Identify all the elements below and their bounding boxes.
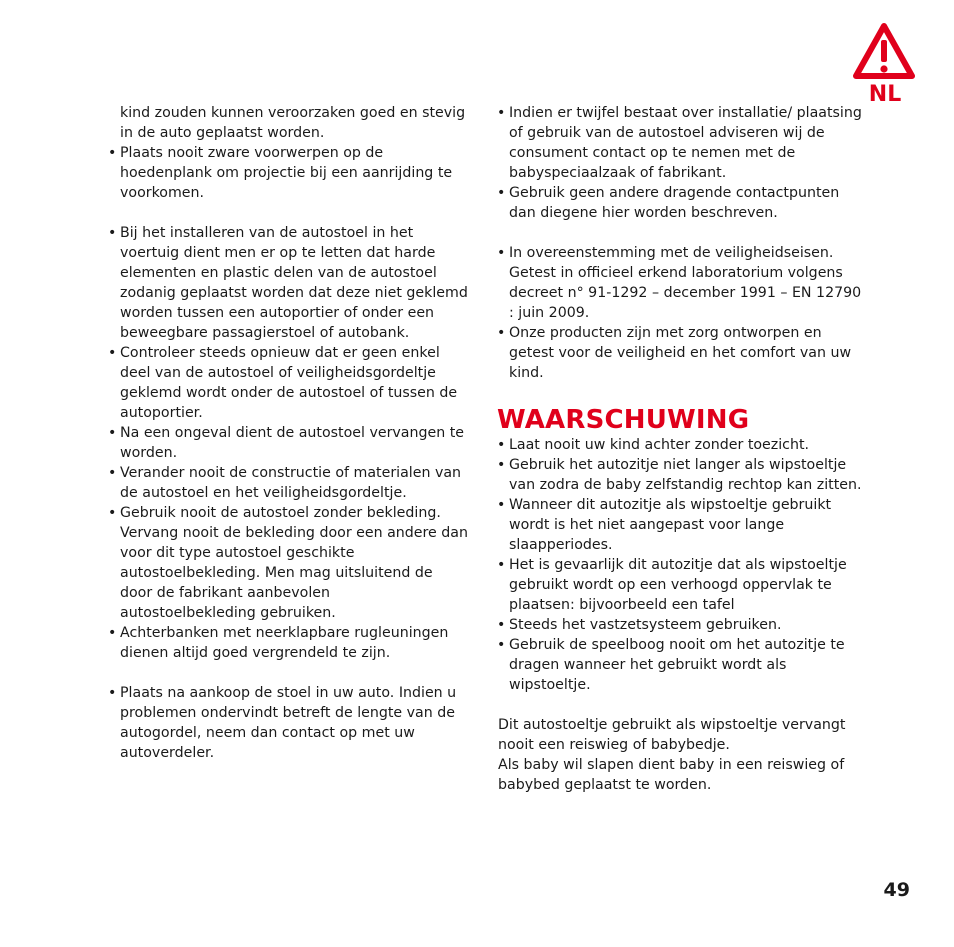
list-item: • Onze producten zijn met zorg ontworpen en getest voor de veiligheid en het comfort van uw kind. (497, 323, 862, 383)
list-item: kind zouden kunnen veroorzaken goed en stevig in de auto geplaatst worden. (120, 105, 466, 141)
warning-item: • Laat nooit uw kind achter zonder toezicht. (497, 435, 862, 455)
list-item: • Bij het installeren van de autostoel in het voertuig dient men er op te letten dat harde elementen en plastic delen van de autostoel zodanig geplaatst worden dat deze niet geklemd worden tussen een autoportier of onder een beweegbare passagierstoel of autobank. (108, 223, 468, 343)
left-column (108, 103, 468, 763)
warning-item: • Gebruik het autozitje niet langer als wipstoeltje van zodra de baby zelfstandig rechtop kan zitten. (497, 455, 862, 495)
warning-item: • Steeds het vastzetsysteem gebruiken. (497, 615, 862, 635)
right-column (497, 103, 862, 795)
page-number: 49 (883, 879, 910, 901)
closing-paragraph: Dit autostoeltje gebruikt als wipstoeltje vervangt nooit een reiswieg of babybedje. (498, 717, 846, 753)
warning-heading: WAARSCHUWING (497, 405, 750, 435)
warning-triangle-icon (852, 22, 916, 82)
closing-paragraph: Als baby wil slapen dient baby in een reiswieg of babybed geplaatst te worden. (498, 757, 845, 793)
list-item: • Verander nooit de constructie of materialen van de autostoel en het veiligheidsgordeltje. (108, 463, 468, 503)
warning-item: • Wanneer dit autozitje als wipstoeltje gebruikt wordt is het niet aangepast voor lange slaapperiodes. (497, 495, 862, 555)
list-item: • Plaats nooit zware voorwerpen op de hoedenplank om projectie bij een aanrijding te voorkomen. (108, 143, 468, 203)
list-item: • Indien er twijfel bestaat over installatie/ plaatsing of gebruik van de autostoel adviseren wij de consument contact op te nemen met de babyspeciaalzaak of fabrikant. (497, 103, 862, 183)
list-item: • Na een ongeval dient de autostoel vervangen te worden. (108, 423, 468, 463)
language-label: NL (868, 82, 902, 107)
list-item: • Achterbanken met neerklapbare rugleuningen dienen altijd goed vergrendeld te zijn. (108, 623, 468, 663)
warning-item: • Het is gevaarlijk dit autozitje dat als wipstoeltje gebruikt wordt op een verhoogd oppervlak te plaatsen: bijvoorbeeld een tafel (497, 555, 862, 615)
list-item: • In overeenstemming met de veiligheidseisen. Getest in officieel erkend laboratorium volgens decreet n° 91-1292 – december 1991 – EN 12790 : juin 2009. (497, 243, 862, 323)
list-item: • Plaats na aankoop de stoel in uw auto. Indien u problemen ondervindt betreft de lengte van de autogordel, neem dan contact op met uw autoverdeler. (108, 683, 468, 763)
list-item: • Gebruik geen andere dragende contactpunten dan diegene hier worden beschreven. (497, 183, 862, 223)
list-item: • Controleer steeds opnieuw dat er geen enkel deel van de autostoel of veiligheidsgordeltje geklemd wordt onder de autostoel of tussen de autoportier. (108, 343, 468, 423)
list-item: • Gebruik nooit de autostoel zonder bekleding. Vervang nooit de bekleding door een andere dan voor dit type autostoel geschikte autostoelbekleding. Men mag uitsluitend de door de fabrikant aanbevolen autostoelbekleding gebruiken. (108, 503, 468, 623)
warning-item: • Gebruik de speelboog nooit om het autozitje te dragen wanneer het gebruikt wordt als wipstoeltje. (497, 635, 862, 695)
